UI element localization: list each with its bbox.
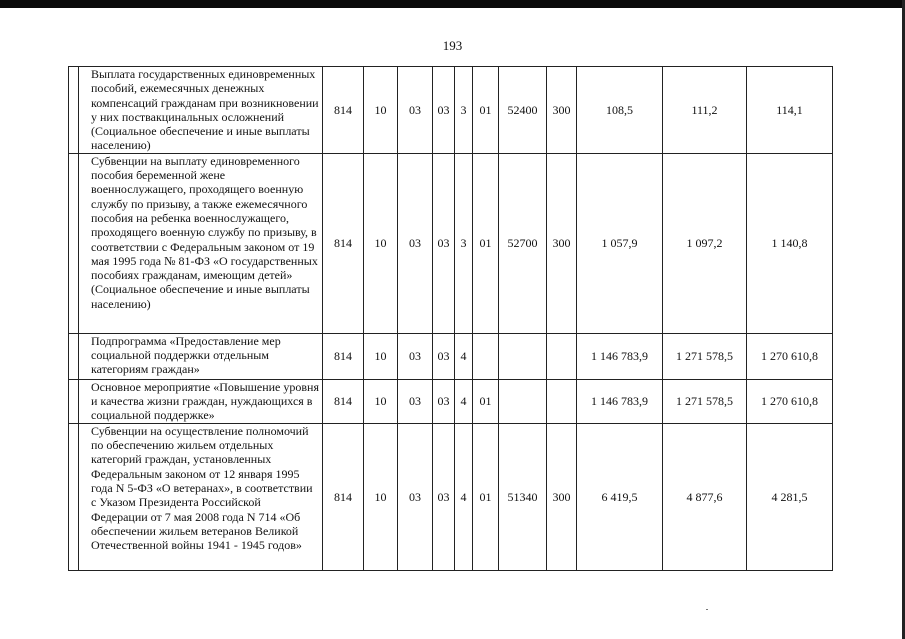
cell-main-measure: 01	[473, 379, 499, 423]
cell-amount-1: 1 146 783,9	[577, 379, 663, 423]
cell-main-measure: 01	[473, 67, 499, 154]
cell-rz: 10	[364, 153, 398, 333]
cell-pr: 03	[398, 379, 433, 423]
cell-expense-type	[547, 333, 577, 379]
cell-program: 03	[433, 423, 455, 570]
cell-pr: 03	[398, 67, 433, 154]
blank-cell	[69, 379, 79, 423]
budget-table	[68, 66, 833, 571]
cell-direction: 52400	[499, 67, 547, 154]
blank-cell	[69, 423, 79, 570]
cell-expense-type: 300	[547, 153, 577, 333]
table-row	[69, 333, 833, 379]
cell-expense-type	[547, 379, 577, 423]
cell-direction: 52700	[499, 153, 547, 333]
cell-subprogram: 3	[455, 67, 473, 154]
table-row	[69, 67, 833, 154]
cell-amount-1: 108,5	[577, 67, 663, 154]
row-name: Подпрограмма «Предоставление мер социальной поддержки отдельным категориям граждан»	[79, 333, 323, 379]
table-row	[69, 153, 833, 333]
cell-program: 03	[433, 153, 455, 333]
cell-direction	[499, 333, 547, 379]
row-name: Выплата государственных единовременных пособий, ежемесячных денежных компенсаций гражданам при возникновении у них поствакцинальных осложнений (Социальное обеспечение и иные выплаты населению)	[79, 67, 323, 154]
cell-amount-2: 1 097,2	[663, 153, 747, 333]
cell-pr: 03	[398, 153, 433, 333]
table-row	[69, 379, 833, 423]
cell-expense-type: 300	[547, 423, 577, 570]
cell-direction: 51340	[499, 423, 547, 570]
cell-ved: 814	[323, 379, 364, 423]
cell-amount-3: 1 140,8	[747, 153, 833, 333]
cell-amount-2: 4 877,6	[663, 423, 747, 570]
cell-pr: 03	[398, 333, 433, 379]
cell-direction	[499, 379, 547, 423]
cell-expense-type: 300	[547, 67, 577, 154]
scan-top-border	[0, 0, 905, 8]
blank-cell	[69, 333, 79, 379]
cell-amount-1: 1 057,9	[577, 153, 663, 333]
cell-pr: 03	[398, 423, 433, 570]
cell-amount-2: 1 271 578,5	[663, 379, 747, 423]
cell-program: 03	[433, 67, 455, 154]
cell-subprogram: 3	[455, 153, 473, 333]
cell-amount-3: 1 270 610,8	[747, 379, 833, 423]
cell-program: 03	[433, 333, 455, 379]
scan-speck	[706, 609, 708, 610]
cell-rz: 10	[364, 423, 398, 570]
cell-rz: 10	[364, 333, 398, 379]
cell-amount-1: 1 146 783,9	[577, 333, 663, 379]
table-row	[69, 423, 833, 570]
cell-main-measure: 01	[473, 153, 499, 333]
row-name: Основное мероприятие «Повышение уровня и качества жизни граждан, нуждающихся в социальной поддержке»	[79, 379, 323, 423]
cell-rz: 10	[364, 67, 398, 154]
cell-subprogram: 4	[455, 333, 473, 379]
cell-amount-3: 114,1	[747, 67, 833, 154]
cell-program: 03	[433, 379, 455, 423]
row-name: Субвенции на выплату единовременного пособия беременной жене военнослужащего, проходящего военную службу по призыву, а также ежемесячного пособия на ребенка военнослужащего, проходящего военную службу по призыву, в соответствии с Федеральным законом от 19 мая 1995 года № 81-ФЗ «О государственных пособиях гражданам, имеющим детей» (Социальное обеспечение и иные выплаты населению)	[79, 153, 323, 333]
cell-ved: 814	[323, 423, 364, 570]
cell-main-measure	[473, 333, 499, 379]
cell-ved: 814	[323, 333, 364, 379]
cell-amount-2: 1 271 578,5	[663, 333, 747, 379]
cell-amount-2: 111,2	[663, 67, 747, 154]
cell-amount-3: 4 281,5	[747, 423, 833, 570]
blank-cell	[69, 153, 79, 333]
cell-amount-3: 1 270 610,8	[747, 333, 833, 379]
cell-ved: 814	[323, 153, 364, 333]
cell-subprogram: 4	[455, 423, 473, 570]
cell-ved: 814	[323, 67, 364, 154]
cell-main-measure: 01	[473, 423, 499, 570]
blank-cell	[69, 67, 79, 154]
row-name: Субвенции на осуществление полномочий по обеспечению жильем отдельных категорий граждан, установленных Федеральным законом от 12 января 1995 года N 5-ФЗ «О ветеранах», в соответствии с Указом Президента Российской Федерации от 7 мая 2008 года N 714 «Об обеспечении жильем ветеранов Великой Отечественной войны 1941 - 1945 годов»	[79, 423, 323, 570]
page-number: 193	[442, 38, 463, 53]
cell-subprogram: 4	[455, 379, 473, 423]
cell-amount-1: 6 419,5	[577, 423, 663, 570]
cell-rz: 10	[364, 379, 398, 423]
